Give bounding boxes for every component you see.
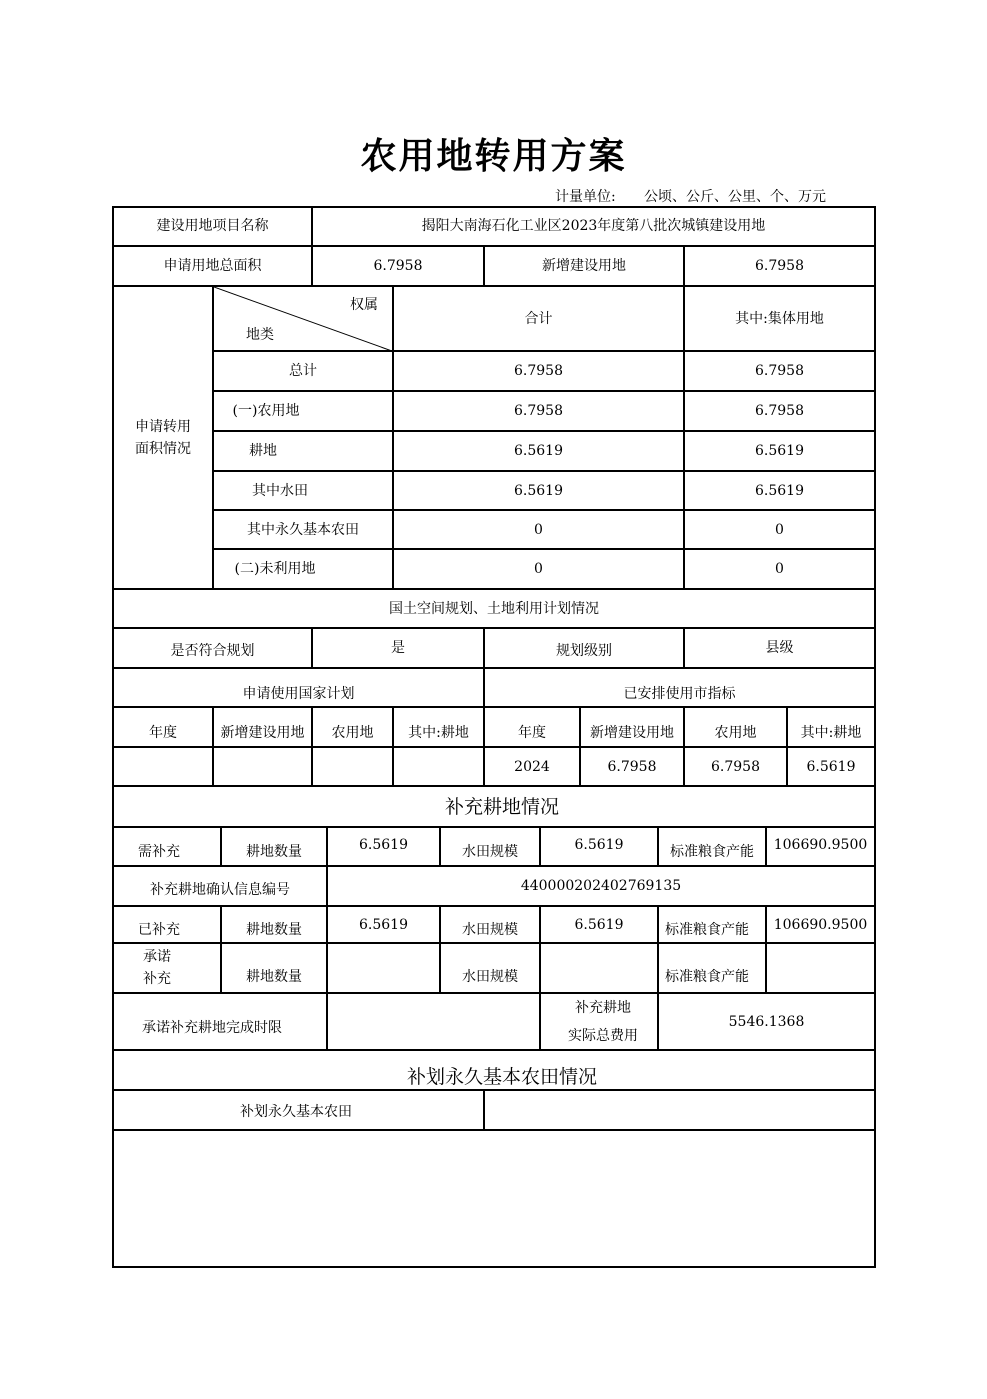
need-supplement-label: 需补充 [138,844,180,860]
done-qty-value: 6.5619 [359,916,408,933]
paddy-label: 水田规模 [462,969,518,985]
done-supplement-label: 已补充 [138,922,180,938]
plan-cell [214,748,311,785]
promise-qty-value [328,944,439,992]
plan-col-header: 新增建设用地 [590,725,674,741]
col-total-header: 合计 [524,310,553,327]
row-collective: 0 [775,561,784,577]
header-ownership: 权属 [350,297,378,313]
row-collective: 6.7958 [755,363,804,379]
header-landtype: 地类 [246,327,274,343]
row-label: 其中水田 [252,482,308,499]
col-collective-header: 其中:集体用地 [735,310,824,327]
promise-supplement-label: 承诺 补充 [143,949,171,987]
conform-label: 是否符合规划 [170,643,255,659]
plan-cell: 6.7958 [711,758,760,775]
total-area-value: 6.7958 [373,258,423,274]
plan-cell [114,748,212,785]
new-construction-value: 6.7958 [755,258,804,274]
row-total: 0 [534,561,543,577]
plan-col-header: 新增建设用地 [220,725,305,741]
rule [112,1129,876,1131]
promise-paddy-value [541,944,657,992]
plan-cell: 6.5619 [806,758,856,775]
project-name-value: 揭阳大南海石化工业区2023年度第八批次城镇建设用地 [421,218,766,234]
national-plan-label: 申请使用国家计划 [242,685,355,702]
row-total: 6.7958 [514,403,563,419]
new-construction-label: 新增建设用地 [542,258,626,274]
plan-level-value: 县级 [765,640,794,656]
need-qty-value: 6.5619 [359,836,408,853]
paddy-label: 水田规模 [462,922,518,938]
conform-value: 是 [391,640,405,656]
plan-cell: 6.7958 [607,758,657,775]
row-collective: 6.5619 [755,443,804,459]
cost-label: 补充耕地 实际总费用 [568,999,638,1044]
row-label: (一)农用地 [232,403,300,419]
plan-col-header: 年度 [518,725,546,741]
row-total: 6.5619 [514,443,563,459]
grain-label: 标准粮食产能 [665,969,749,985]
plan-cell: 2024 [514,758,550,775]
project-name-label: 建设用地项目名称 [156,218,269,234]
confirm-number-value: 440000202402769135 [520,878,682,894]
replan-label: 补划永久基本农田 [240,1104,352,1120]
plan-col-header: 农用地 [714,725,757,741]
need-paddy-value: 6.5619 [574,836,624,853]
plan-col-header: 年度 [149,725,177,741]
done-grain-value: 106690.9500 [773,916,868,933]
done-paddy-value: 6.5619 [574,916,624,933]
qty-label: 耕地数量 [246,844,302,860]
qty-label: 耕地数量 [246,922,302,938]
replan-section-title: 补划永久基本农田情况 [407,1066,598,1088]
row-label: 其中永久基本农田 [247,521,359,538]
cost-value: 5546.1368 [728,1013,805,1030]
row-label: 耕地 [249,443,277,459]
need-grain-value: 106690.9500 [773,836,868,853]
row-collective: 6.7958 [755,403,804,419]
unit-value: 公顷、公斤、公里、个、万元 [644,189,826,205]
promise-grain-value [767,944,874,992]
row-label: 总计 [289,363,317,379]
row-collective: 6.5619 [755,482,804,499]
conversion-section-label: 申请转用 面积情况 [135,418,191,457]
row-total: 0 [534,521,543,538]
plan-cell [394,748,483,785]
plan-col-header: 其中:耕地 [408,725,469,741]
row-collective: 0 [775,521,784,538]
confirm-number-label: 补充耕地确认信息编号 [150,882,290,898]
plan-level-label: 规划级别 [556,643,612,659]
unit-label: 计量单位: [555,189,616,205]
supplement-section-title: 补充耕地情况 [445,795,560,818]
row-total: 6.7958 [514,363,563,379]
plan-col-header: 农用地 [331,725,374,741]
deadline-label: 承诺补充耕地完成时限 [142,1019,282,1036]
replan-value [485,1091,874,1129]
paddy-label: 水田规模 [462,844,518,860]
total-area-label: 申请用地总面积 [163,258,262,274]
grain-label: 标准粮食产能 [670,844,754,860]
row-label: (二)未利用地 [234,561,316,577]
page-title: 农用地转用方案 [360,135,627,177]
grain-label: 标准粮食产能 [665,922,749,938]
deadline-value [328,994,539,1049]
qty-label: 耕地数量 [246,969,302,985]
planning-section-title: 国土空间规划、土地利用计划情况 [389,600,599,617]
plan-cell [313,748,392,785]
plan-col-header: 其中:耕地 [800,725,862,741]
city-index-label: 已安排使用市指标 [623,685,736,702]
row-total: 6.5619 [514,482,563,499]
